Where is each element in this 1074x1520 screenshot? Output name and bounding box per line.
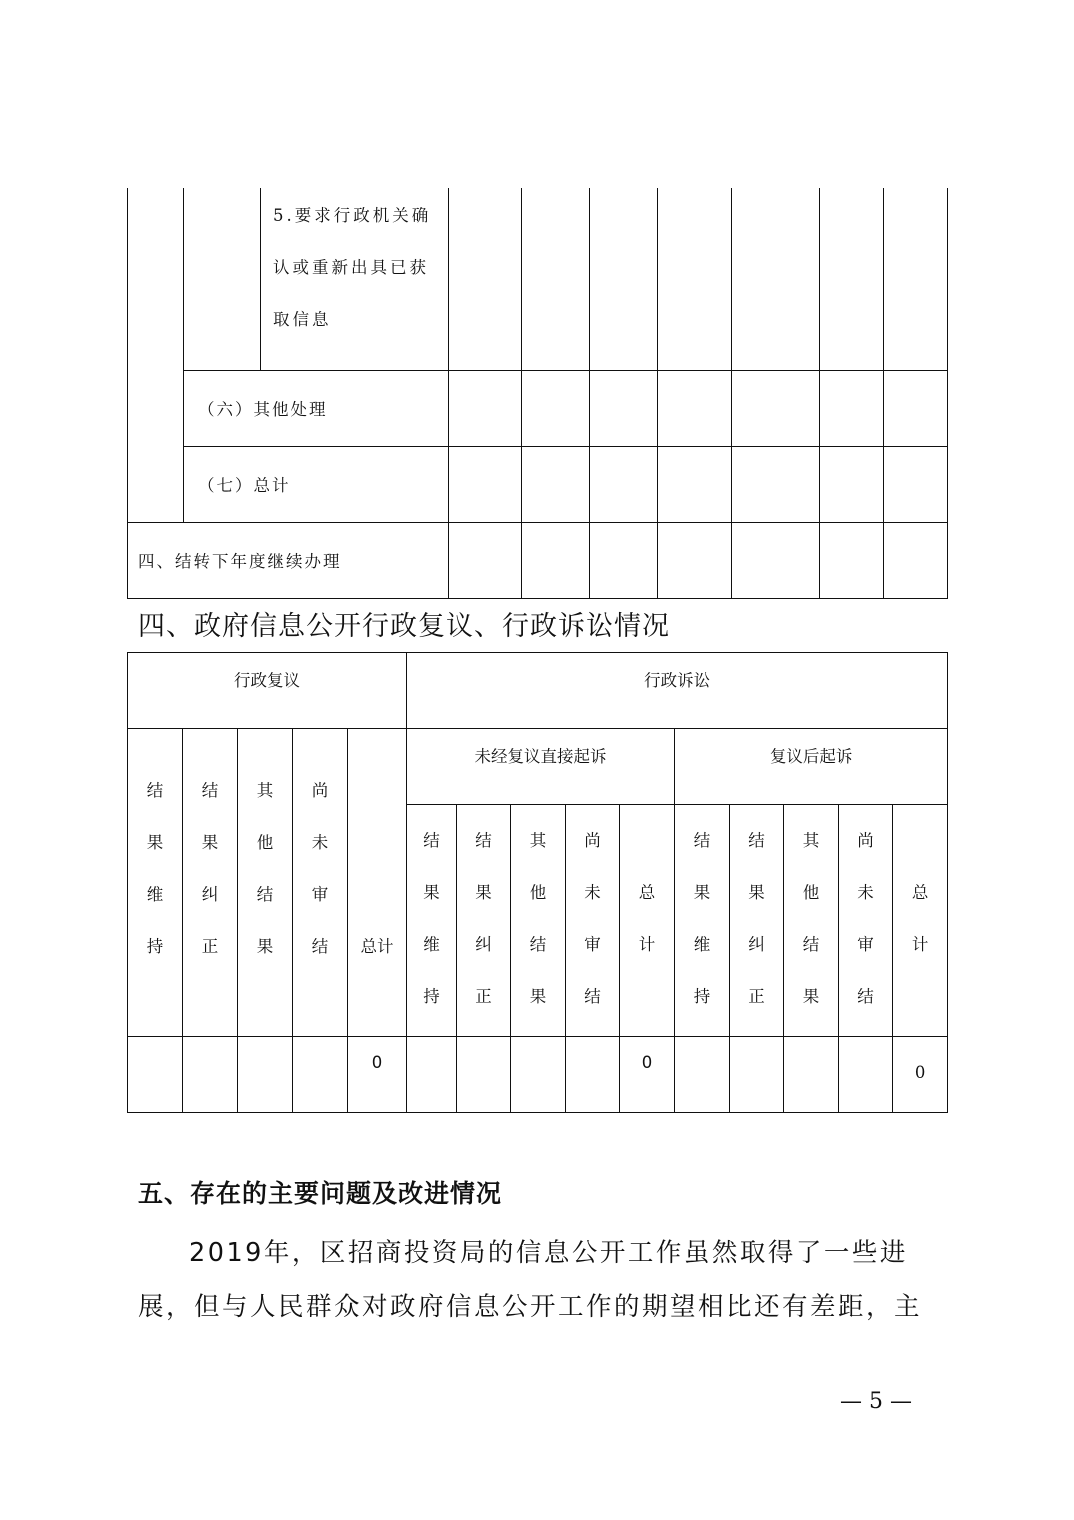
header-admin-litigation: 行政诉讼	[407, 653, 948, 729]
table-cell	[658, 522, 732, 598]
review-value-maintain	[128, 1037, 183, 1113]
row-label-item5: 5.要求行政机关确认或重新出具已获取信息	[261, 188, 449, 370]
table-cell	[732, 522, 820, 598]
review-col-other: 其他结果	[238, 729, 293, 1037]
after-col-pending: 尚未审结	[839, 805, 893, 1037]
table-cell	[658, 188, 732, 370]
review-col-maintain: 结果维持	[128, 729, 183, 1037]
row-label-total: （七）总计	[184, 446, 449, 522]
after-col-correct: 结果纠正	[730, 805, 784, 1037]
after-col-total: 总计	[893, 805, 948, 1037]
after-value-pending	[839, 1037, 893, 1113]
table-cell	[820, 188, 884, 370]
table-cell	[449, 188, 522, 370]
table-cell	[522, 522, 590, 598]
header-direct-suit: 未经复议直接起诉	[407, 729, 675, 805]
direct-value-correct	[457, 1037, 511, 1113]
section5-heading: 五、存在的主要问题及改进情况	[138, 1179, 503, 1208]
table-cell	[884, 188, 948, 370]
direct-value-total: 0	[620, 1037, 675, 1113]
review-value-correct	[183, 1037, 238, 1113]
review-litigation-table	[127, 652, 948, 1113]
row-label-other: （六）其他处理	[184, 370, 449, 446]
table-cell	[884, 446, 948, 522]
table-cell	[820, 522, 884, 598]
table-cell	[184, 188, 261, 370]
table-cell	[820, 446, 884, 522]
disposal-table-continuation	[127, 188, 948, 599]
after-value-other	[784, 1037, 839, 1113]
direct-value-maintain	[407, 1037, 457, 1113]
table-cell	[732, 188, 820, 370]
direct-col-maintain: 结果维持	[407, 805, 457, 1037]
direct-col-total: 总计	[620, 805, 675, 1037]
page-number: — 5 —	[840, 1389, 912, 1414]
review-col-total: 总计	[348, 729, 407, 1037]
table-cell	[522, 370, 590, 446]
table-cell	[820, 370, 884, 446]
table-cell	[732, 370, 820, 446]
review-col-correct: 结果纠正	[183, 729, 238, 1037]
header-admin-review: 行政复议	[128, 653, 407, 729]
direct-col-correct: 结果纠正	[457, 805, 511, 1037]
section4-heading: 四、政府信息公开行政复议、行政诉讼情况	[138, 611, 670, 642]
section5-paragraph: 2019年，区招商投资局的信息公开工作虽然取得了一些进展，但与人民群众对政府信息公开工作的期望相比还有差距，主	[138, 1238, 923, 1322]
after-value-correct	[730, 1037, 784, 1113]
after-value-maintain	[675, 1037, 730, 1113]
review-value-total: 0	[348, 1037, 407, 1113]
table-cell	[590, 446, 658, 522]
table-cell	[522, 446, 590, 522]
review-value-other	[238, 1037, 293, 1113]
table-cell	[590, 370, 658, 446]
row-label-carryover: 四、结转下年度继续办理	[128, 522, 449, 598]
table-cell	[128, 188, 184, 522]
table-cell	[658, 446, 732, 522]
table-cell	[449, 370, 522, 446]
after-col-other: 其他结果	[784, 805, 839, 1037]
table-cell	[449, 522, 522, 598]
table-cell	[884, 370, 948, 446]
review-value-pending	[293, 1037, 348, 1113]
after-col-maintain: 结果维持	[675, 805, 730, 1037]
table-cell	[732, 446, 820, 522]
direct-col-pending: 尚未审结	[566, 805, 620, 1037]
table-cell	[884, 522, 948, 598]
table-cell	[590, 188, 658, 370]
header-after-review-suit: 复议后起诉	[675, 729, 948, 805]
after-value-total: 0	[893, 1037, 948, 1113]
table-cell	[522, 188, 590, 370]
review-col-pending: 尚未审结	[293, 729, 348, 1037]
table-cell	[449, 446, 522, 522]
direct-col-other: 其他结果	[511, 805, 566, 1037]
direct-value-other	[511, 1037, 566, 1113]
direct-value-pending	[566, 1037, 620, 1113]
table-cell	[658, 370, 732, 446]
table-cell	[590, 522, 658, 598]
